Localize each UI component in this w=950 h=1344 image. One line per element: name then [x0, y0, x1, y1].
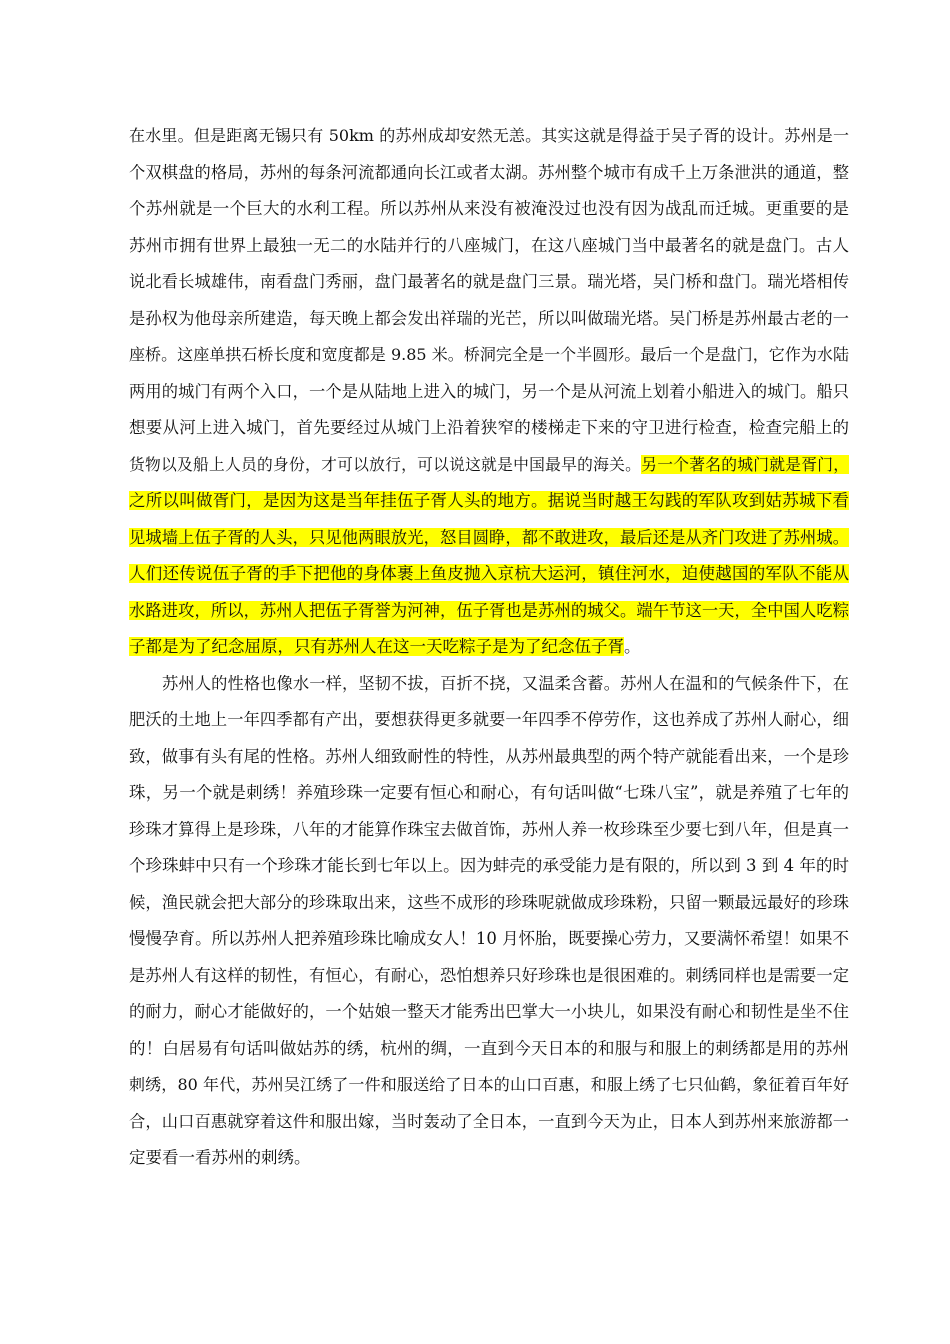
- text-line: [129, 702, 849, 739]
- line-text: 苏州人的性格也像水一样，坚韧不拔，百折不挠，又温柔含蓄。苏州人在温和的气候条件下，在: [162, 673, 849, 693]
- text-line: [129, 1140, 849, 1177]
- line-text: 肥沃的土地上一年四季都有产出，要想获得更多就要一年四季不停劳作，这也养成了苏州人耐心，细: [129, 710, 849, 729]
- line-text: 个双棋盘的格局，苏州的每条河流都通向长江或者太湖。苏州整个城市有成千上万条泄洪的通道，整: [129, 162, 849, 182]
- text-line: [129, 958, 849, 995]
- text-line: [129, 593, 849, 630]
- text-line: [129, 447, 849, 484]
- line-text: 两用的城门有两个入口，一个是从陆地上进入的城门，另一个是从河流上划着小船进入的城门。船只: [129, 381, 849, 401]
- line-text: 候，渔民就会把大部分的珍珠取出来，这些不成形的珍珠呢就做成珍珠粉，只留一颗最远最好的珍珠: [129, 892, 849, 912]
- line-text-tail: 。: [624, 637, 641, 656]
- line-text: 合，山口百惠就穿着这件和服出嫁，当时轰动了全日本，一直到今天为止，日本人到苏州来旅游都一: [129, 1111, 849, 1131]
- text-line: [129, 812, 849, 849]
- line-text: 说北看长城雄伟，南看盘门秀丽，盘门最著名的就是盘门三景。瑞光塔，吴门桥和盘门。瑞光塔相传: [129, 272, 849, 291]
- text-line: [129, 410, 849, 447]
- highlighted-text: 人们还传说伍子胥的手下把他的身体裹上鱼皮抛入京杭大运河，镇住河水，迫使越国的军队不能从: [129, 564, 849, 583]
- document-body: [129, 118, 849, 1177]
- highlighted-text: 水路进攻，所以，苏州人把伍子胥誉为河神，伍子胥也是苏州的城父。端午节这一天，全中国人吃粽: [129, 600, 849, 620]
- text-line: [129, 775, 849, 812]
- text-line: [129, 118, 849, 155]
- line-text: 定要看一看苏州的刺绣。: [129, 1148, 311, 1167]
- text-line: [129, 264, 849, 301]
- text-line: [129, 483, 849, 520]
- line-text: 个珍珠蚌中只有一个珍珠才能长到七年以上。因为蚌壳的承受能力是有限的，所以到 3 到 4 年的时: [129, 856, 849, 875]
- document-page: [129, 118, 849, 1177]
- text-line: [129, 994, 849, 1031]
- line-text: 的耐力，耐心才能做好的，一个姑娘一整天才能秀出巴掌大一小块儿，如果没有耐心和韧性是坐不住: [129, 1002, 849, 1021]
- text-line: [129, 629, 849, 666]
- highlighted-text: 见城墙上伍子胥的人头，只见他两眼放光，怒目圆睁，都不敢进攻，最后还是从齐门攻进了苏州城。: [129, 527, 849, 547]
- line-text: 的！白居易有句话叫做姑苏的绣，杭州的绸，一直到今天日本的和服与和服上的刺绣都是用的苏州: [129, 1038, 849, 1058]
- line-text: 珍珠才算得上是珍珠，八年的才能算作珠宝去做首饰，苏州人养一枚珍珠至少要七到八年，但是真一: [129, 819, 849, 839]
- line-text: 是孙权为他母亲所建造，每天晚上都会发出祥瑞的光芒，所以叫做瑞光塔。吴门桥是苏州最古老的一: [129, 308, 849, 328]
- text-line: [129, 228, 849, 265]
- line-text: 慢慢孕育。所以苏州人把养殖珍珠比喻成女人！10 月怀胎，既要操心劳力，又要满怀希望！如果不: [129, 929, 849, 948]
- text-line: [129, 520, 849, 557]
- text-line: [129, 1031, 849, 1068]
- line-text: 想要从河上进入城门，首先要经过从城门上沿着狭窄的楼梯走下来的守卫进行检查，检查完船上的: [129, 418, 849, 437]
- paragraph-gates: [129, 118, 849, 666]
- text-line: [129, 374, 849, 411]
- line-text: 致，做事有头有尾的性格。苏州人细致耐性的特性，从苏州最典型的两个特产就能看出来，一个是珍: [129, 746, 849, 766]
- highlighted-text: 之所以叫做胥门，是因为这是当年挂伍子胥人头的地方。据说当时越王勾践的军队攻到姑苏城下看: [129, 491, 849, 510]
- line-text: 货物以及船上人员的身份，才可以放行，可以说这就是中国最早的海关。: [129, 454, 642, 474]
- text-line: [129, 739, 849, 776]
- text-line: [129, 885, 849, 922]
- text-line: [129, 301, 849, 338]
- text-line: [129, 337, 849, 374]
- highlighted-text: 子都是为了纪念屈原，只有苏州人在这一天吃粽子是为了纪念伍子胥: [129, 637, 624, 656]
- line-text: 个苏州就是一个巨大的水利工程。所以苏州从来没有被淹没过也没有因为战乱而迁城。更重要的是: [129, 199, 849, 218]
- line-text: 是苏州人有这样的韧性，有恒心，有耐心，恐怕想养只好珍珠也是很困难的。刺绣同样也是需要一定: [129, 965, 849, 985]
- text-line: [129, 921, 849, 958]
- line-text: 在水里。但是距离无锡只有 50km 的苏州成却安然无恙。其实这就是得益于吴子胥的设计。苏州是一: [129, 126, 849, 145]
- text-line: [129, 1067, 849, 1104]
- text-line: [129, 556, 849, 593]
- highlighted-text: 另一个著名的城门就是胥门，: [641, 454, 849, 474]
- line-text: 珠，另一个就是刺绣！养殖珍珠一定要有恒心和耐心，有句话叫做“七珠八宝”，就是养殖了七年的: [129, 783, 849, 802]
- line-text: 座桥。这座单拱石桥长度和宽度都是 9.85 米。桥洞完全是一个半圆形。最后一个是盘门，它作为水陆: [129, 345, 849, 364]
- text-line: [129, 848, 849, 885]
- paragraph-character: [129, 666, 849, 1177]
- line-text: 苏州市拥有世界上最独一无二的水陆并行的八座城门，在这八座城门当中最著名的就是盘门。古人: [129, 235, 849, 255]
- text-line: [129, 1104, 849, 1141]
- line-text: 刺绣，80 年代，苏州吴江绣了一件和服送给了日本的山口百惠，和服上绣了七只仙鹤，象征着百年好: [129, 1075, 849, 1094]
- text-line: [129, 155, 849, 192]
- text-line: [129, 191, 849, 228]
- text-line: [129, 666, 849, 703]
